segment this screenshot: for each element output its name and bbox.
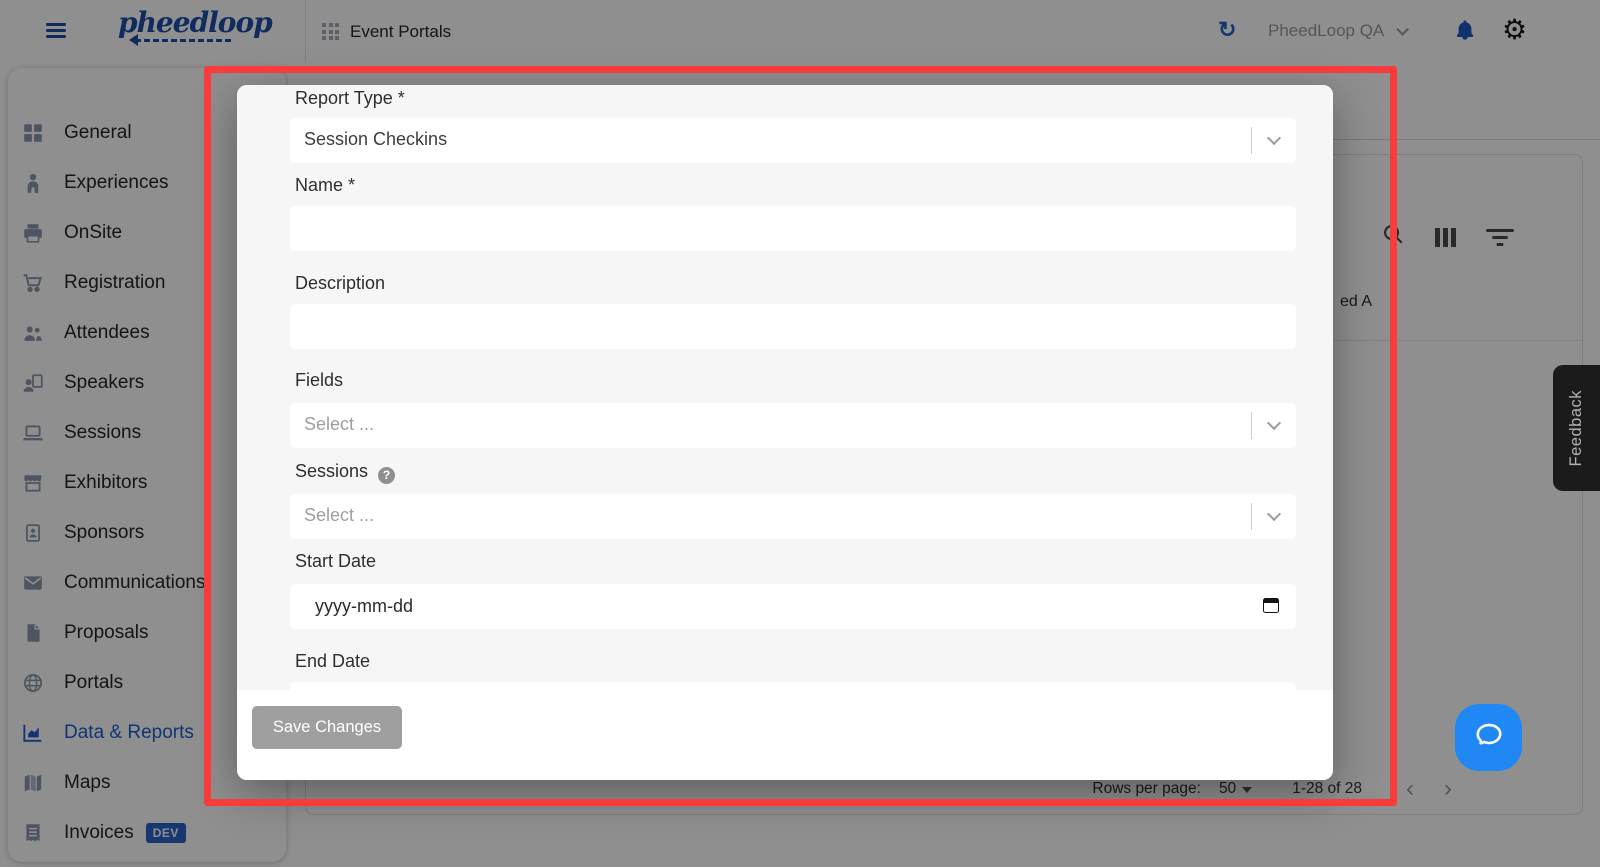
end-date-input[interactable] bbox=[290, 682, 1296, 690]
select-separator bbox=[1251, 127, 1252, 154]
sessions-select[interactable] bbox=[290, 494, 1296, 539]
help-icon[interactable]: ? bbox=[378, 467, 395, 484]
logo-text: pheedloop bbox=[118, 6, 272, 39]
report-type-value: Session Checkins bbox=[304, 129, 448, 149]
select-separator bbox=[1251, 503, 1252, 530]
settings-gear-icon[interactable]: ⚙ bbox=[1502, 14, 1528, 45]
feedback-tab[interactable] bbox=[1553, 365, 1600, 491]
dev-badge: DEV bbox=[146, 823, 186, 843]
description-input[interactable] bbox=[290, 304, 1296, 349]
sidebar-item-label: General bbox=[64, 122, 132, 143]
modal-form-scroll-area bbox=[237, 85, 1333, 690]
sidebar-item-label: Portals bbox=[64, 672, 124, 693]
name-input-box bbox=[290, 206, 1296, 251]
chevron-down-icon bbox=[1267, 416, 1281, 430]
partial-column-header: ed A bbox=[1340, 293, 1373, 310]
end-date-label: End Date bbox=[295, 651, 371, 671]
sidebar-item-label: Sponsors bbox=[64, 522, 145, 543]
sidebar-item-label: Exhibitors bbox=[64, 472, 148, 493]
rows-per-page-value[interactable]: 50 bbox=[1218, 780, 1237, 797]
sessions-label-text: Sessions bbox=[295, 461, 369, 481]
start-date-input-box bbox=[290, 584, 1296, 629]
fields-label: Fields bbox=[295, 370, 344, 390]
calendar-icon[interactable] bbox=[1263, 598, 1279, 613]
start-date-input[interactable] bbox=[290, 584, 1296, 629]
start-date-label: Start Date bbox=[295, 551, 377, 571]
end-date-input-box bbox=[290, 682, 1296, 690]
name-input[interactable] bbox=[290, 206, 1296, 251]
sidebar-item-label: Attendees bbox=[64, 322, 150, 343]
sidebar-item-label: OnSite bbox=[64, 222, 123, 243]
fields-select[interactable] bbox=[290, 403, 1296, 448]
edit-report-modal bbox=[237, 85, 1333, 780]
description-input-box bbox=[290, 304, 1296, 349]
select-separator bbox=[1251, 412, 1252, 439]
fields-placeholder: Select ... bbox=[304, 414, 375, 434]
pagination-range: 1-28 of 28 bbox=[1292, 780, 1362, 797]
sidebar-item-label: Registration bbox=[64, 272, 166, 293]
page-title: Event Portals bbox=[350, 22, 452, 41]
chevron-down-icon bbox=[1267, 131, 1281, 145]
account-name: PheedLoop QA bbox=[1268, 21, 1385, 40]
chevron-down-icon bbox=[1267, 507, 1281, 521]
report-type-label: Report Type * bbox=[295, 88, 405, 108]
save-changes-button[interactable]: Save Changes bbox=[252, 706, 402, 749]
next-page-icon[interactable]: › bbox=[1444, 775, 1452, 802]
feedback-tab-label: Feedback bbox=[1567, 389, 1585, 467]
sidebar-item-label: Sessions bbox=[64, 422, 142, 443]
sessions-label bbox=[295, 461, 395, 482]
sidebar-item-label: Invoices bbox=[64, 822, 134, 843]
sidebar-item-label: Speakers bbox=[64, 372, 145, 393]
rows-per-page-label: Rows per page: bbox=[1092, 780, 1201, 797]
sidebar-item-label: Experiences bbox=[64, 172, 169, 193]
chat-bubble-icon bbox=[1471, 717, 1507, 758]
previous-page-icon[interactable]: ‹ bbox=[1406, 775, 1414, 802]
sidebar-item-label: Communications bbox=[64, 572, 206, 593]
description-label: Description bbox=[295, 273, 386, 293]
name-label: Name * bbox=[295, 175, 356, 195]
refresh-icon[interactable]: ↻ bbox=[1218, 17, 1237, 42]
sidebar-item-label: Data & Reports bbox=[64, 722, 194, 743]
modal-footer bbox=[237, 690, 1333, 780]
sidebar-item-label: Maps bbox=[64, 772, 111, 793]
sessions-placeholder: Select ... bbox=[304, 505, 375, 525]
sidebar-item-label: Proposals bbox=[64, 622, 149, 643]
chat-widget-button[interactable] bbox=[1455, 704, 1522, 771]
report-type-select[interactable] bbox=[290, 118, 1296, 163]
